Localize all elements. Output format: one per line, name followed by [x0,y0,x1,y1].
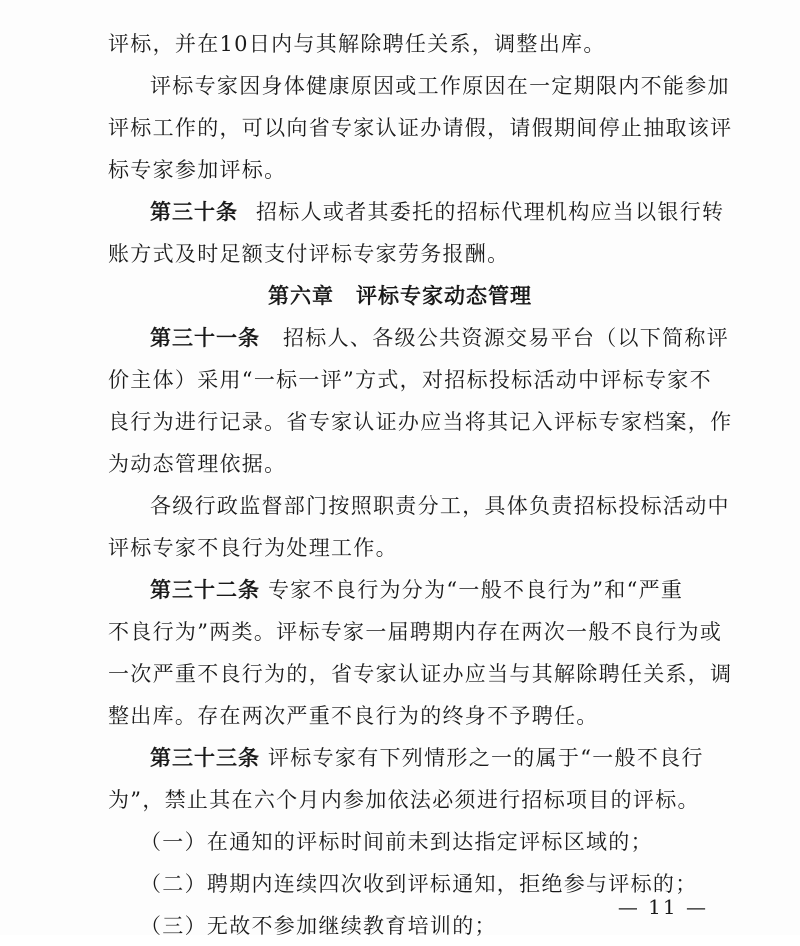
text-line: 整出库。存在两次严重不良行为的终身不予聘任。 [108,704,599,728]
article-32-heading: 第三十二条 [150,578,260,602]
text-line: 标专家参加评标。 [108,158,287,182]
list-item: （三）无故不参加继续教育培训的； [140,914,497,938]
text-line: 为”，禁止其在六个月内参加依法必须进行招标项目的评标。 [108,788,700,812]
text-line: 账方式及时足额支付评标专家劳务报酬。 [108,242,510,266]
article-32-line: 第三十二条 专家不良行为分为“一般不良行为”和“严重 [0,570,800,610]
list-item: （二）聘期内连续四次收到评标通知，拒绝参与评标的； [140,872,698,896]
text-line: 评标工作的，可以向省专家认证办请假，请假期间停止抽取该评 [108,116,733,140]
text-line: 评标专家不良行为处理工作。 [108,536,398,560]
text-line: 价主体）采用“一标一评”方式，对招标投标活动中评标专家不 [108,368,712,392]
article-33-line: 第三十三条 评标专家有下列情形之一的属于“一般不良行 [0,738,800,778]
text-line: 为动态管理依据。 [108,452,287,476]
list-item: （一）在通知的评标时间前未到达指定评标区域的； [140,830,653,854]
text-line: 一次严重不良行为的，省专家认证办应当与其解除聘任关系，调 [108,662,733,686]
chapter-title: 第六章 评标专家动态管理 [268,284,532,308]
text-line: 评标，并在10日内与其解除聘任关系，调整出库。 [108,32,606,56]
article-30-heading: 第三十条 [150,200,238,224]
paragraph-line: 评标专家因身体健康原因或工作原因在一定期限内不能参加 [150,74,730,98]
article-31-line: 第三十一条 招标人、各级公共资源交易平台（以下简称评 [0,318,800,358]
article-31-heading: 第三十一条 [150,326,260,350]
text-line: 不良行为”两类。评标专家一届聘期内存在两次一般不良行为或 [108,620,723,644]
article-33-heading: 第三十三条 [150,746,260,770]
page-number: — 11 — [617,895,708,919]
text-line: 良行为进行记录。省专家认证办应当将其记入评标专家档案，作 [108,410,733,434]
article-30-line: 第三十条 招标人或者其委托的招标代理机构应当以银行转 [0,192,800,232]
paragraph-line: 各级行政监督部门按照职责分工，具体负责招标投标活动中 [150,494,730,518]
